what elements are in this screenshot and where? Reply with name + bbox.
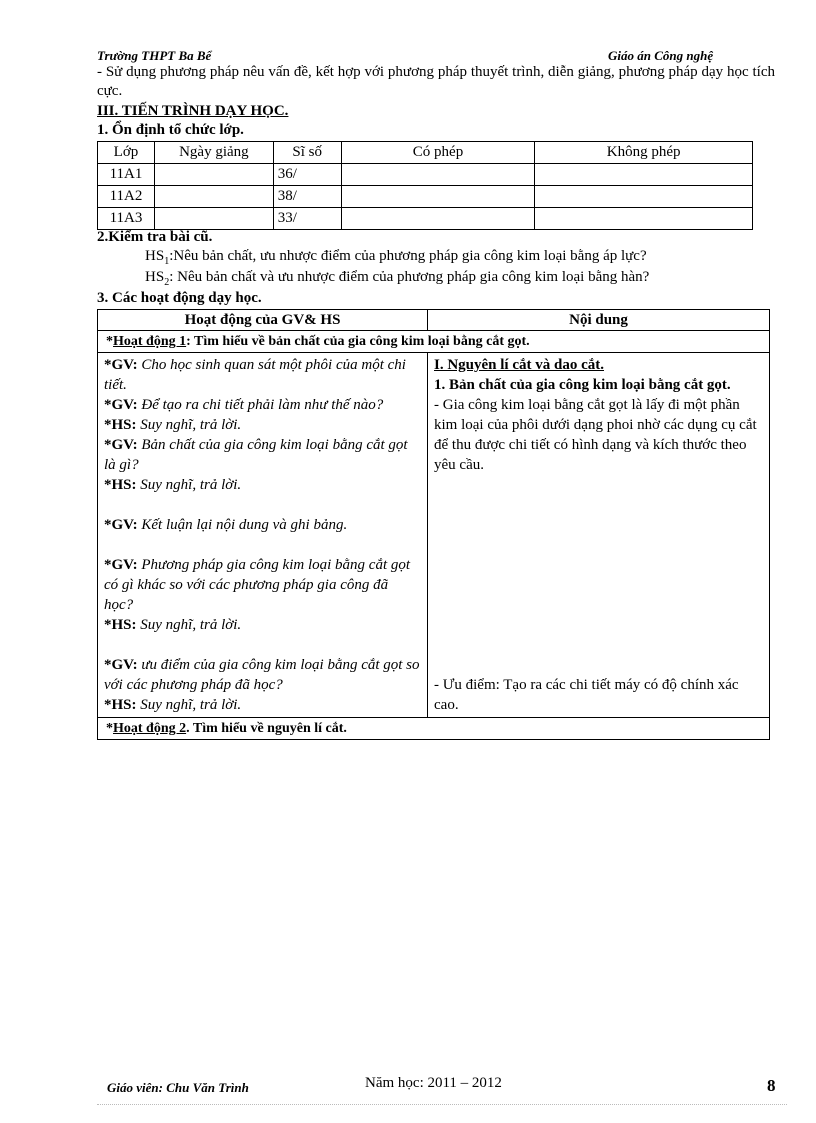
col-header-size: Sĩ số [273,142,341,164]
review-question-2: $HS_2$: Nêu bản chất và ưu nhược điểm của phương pháp gia công kim loại bằng hàn? [145,269,650,288]
teacher-student-column [98,353,428,718]
col-header-activities: Hoạt động của GV& HS [98,310,428,331]
table-row [98,164,753,186]
intro-paragraph: - Sử dụng phương pháp nêu vấn đề, kết hợp với phương pháp thuyết trình, diễn giảng, phương pháp dạy học tích cực. [97,64,775,99]
col-header-date: Ngày giảng [154,142,273,164]
section-title: III. TIẾN TRÌNH DẠY HỌC. [97,103,289,119]
dialog-line: *GV: Kết luận lại nội dung và ghi bảng. [104,517,348,533]
cell-unexcused [535,186,753,208]
step2-title: 2.Kiểm tra bài cũ. [97,229,213,245]
cell-excused [341,208,535,230]
dialog-line: *GV: Cho học sinh quan sát một phôi của một chi tiết. [104,357,406,393]
cell-unexcused [535,164,753,186]
dialog-line: *GV: Để tạo ra chi tiết phải làm như thế nào? [104,397,384,413]
footer-teacher: Giáo viên: Chu Văn Trình [107,1080,249,1095]
step3-title: 3. Các hoạt động dạy học. [97,290,262,306]
dialog-line: *HS: Suy nghĩ, trả lời. [104,697,242,713]
cell-size: 36/ [273,164,341,186]
cell-size: 38/ [273,186,341,208]
cell-size: 33/ [273,208,341,230]
dialog-line: *HS: Suy nghĩ, trả lời. [104,417,242,433]
content-title: I. Nguyên lí cắt và dao cắt. [434,357,604,373]
header-school: Trường THPT Ba Bể [97,48,212,63]
activity2-row [98,718,770,740]
col-header-content: Nội dung [428,310,770,331]
cell-class: 11A2 [98,186,155,208]
step1-title: 1. Ổn định tổ chức lớp. [97,122,244,138]
cell-class: 11A1 [98,164,155,186]
cell-date [154,208,273,230]
activity2-heading: *Hoạt động 2. Tìm hiểu về nguyên lí cắt. [98,718,770,740]
table-row [98,186,753,208]
col-header-unexcused: Không phép [535,142,753,164]
footer-divider [97,1104,787,1105]
col-header-class: Lớp [98,142,155,164]
activity1-row [98,331,770,353]
header-subject: Giáo án Công nghệ [608,48,714,63]
activities-table [97,309,770,740]
footer-school-year: Năm học: 2011 – 2012 [365,1075,502,1091]
table-row [98,208,753,230]
table-header-row [98,310,770,331]
dialog-line: *HS: Suy nghĩ, trả lời. [104,617,242,633]
cell-unexcused [535,208,753,230]
cell-date [154,164,273,186]
cell-date [154,186,273,208]
cell-excused [341,186,535,208]
cell-class: 11A3 [98,208,155,230]
dialog-line: *GV: Bản chất của gia công kim loại bằng cắt gọt là gì? [104,437,408,473]
content-definition: - Gia công kim loại bằng cắt gọt là lấy đi một phần kim loại của phôi dưới dạng phoi nhờ các dụng cụ cắt để thu được chi tiết có hình dạng và kích thước theo yêu cầu. [434,397,757,473]
dialog-line: *GV: ưu điểm của gia công kim loại bằng cắt gọt so với các phương pháp đã học? [104,657,420,693]
cell-excused [341,164,535,186]
content-column [428,353,770,718]
dialog-line: *HS: Suy nghĩ, trả lời. [104,477,242,493]
class-attendance-table [97,141,753,230]
activity1-heading: *Hoạt động 1: Tìm hiểu về bản chất của gia công kim loại bằng cắt gọt. [98,331,770,353]
activity1-body-row [98,353,770,718]
dialog-line: *GV: Phương pháp gia công kim loại bằng cắt gọt có gì khác so với các phương pháp gia công đã học? [104,557,411,613]
col-header-excused: Có phép [341,142,535,164]
page-number: 8 [767,1076,776,1095]
content-subtitle: 1. Bản chất của gia công kim loại bằng cắt gọt. [434,377,731,393]
review-question-1: $HS_1:Nêu$ bản chất, ưu nhược điểm của phương pháp gia công kim loại bằng áp lực? [145,248,647,267]
table-header-row [98,142,753,164]
content-advantage: - Ưu điểm: Tạo ra các chi tiết máy có độ chính xác cao. [434,677,739,713]
